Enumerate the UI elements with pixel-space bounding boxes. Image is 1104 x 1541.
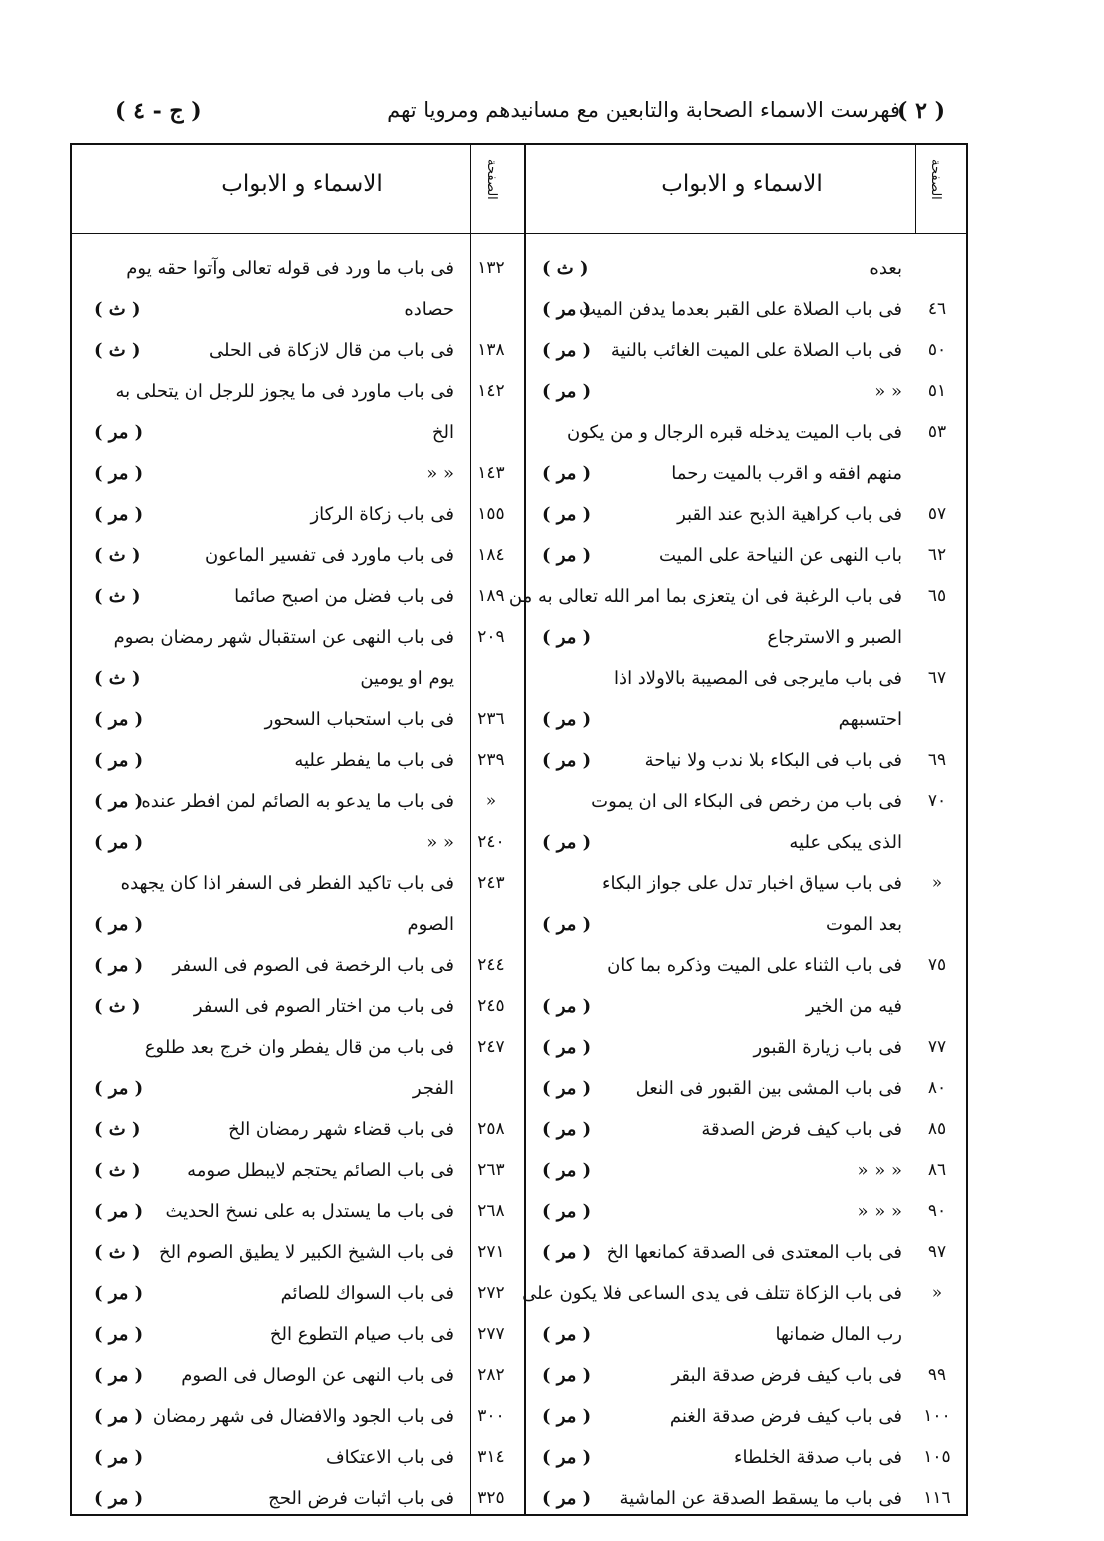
index-entry xyxy=(542,289,962,330)
entry-source-mark: ( مر ) xyxy=(94,1365,144,1386)
entry-title: فی باب كراهية الذبح عند القبر xyxy=(677,504,902,525)
entry-title: فی باب المعتدی فی الصدقة كمانعها الخ xyxy=(606,1242,902,1263)
entry-page-number: ٦٩ xyxy=(927,750,947,770)
entry-title: الصبر و الاسترجاع xyxy=(767,627,902,648)
entry-title: فی باب صدقة الخلطاء xyxy=(734,1447,902,1468)
entry-page-number: ١٤٣ xyxy=(477,463,505,483)
entry-source-mark: ( مر ) xyxy=(542,463,592,484)
entry-title: فی باب من قال يفطر وان خرج بعد طلوع xyxy=(144,1037,454,1058)
entry-title: فی باب استحباب السحور xyxy=(264,709,454,730)
volume-label: ( ج - ٤ ) xyxy=(115,98,202,124)
entry-title: فی باب من رخص فی البكاء الی ان يموت xyxy=(591,791,902,812)
entry-page-number: ٢٥٨ xyxy=(477,1119,505,1139)
entry-title: فی باب الصلاة علی القبر بعدما يدفن الميت xyxy=(578,299,902,320)
entry-title: فيه من الخير xyxy=(806,996,902,1017)
index-entry xyxy=(94,986,516,1027)
entry-title: فی باب ما يسقط الصدقة عن الماشية xyxy=(619,1488,902,1509)
entry-source-mark: ( مر ) xyxy=(542,1201,592,1222)
index-entry xyxy=(94,576,516,617)
entry-page-number: ٧٥ xyxy=(927,955,947,975)
entry-page-number: ٢٤٠ xyxy=(477,832,505,852)
entry-source-mark: ( مر ) xyxy=(94,1078,144,1099)
entry-page-number: ٣٠٠ xyxy=(477,1406,505,1426)
entry-page-number: ٧٧ xyxy=(927,1037,947,1057)
entry-title: فی باب سياق اخبار تدل علی جواز البكاء xyxy=(602,873,902,894)
entry-page-number: ٥٠ xyxy=(927,340,947,360)
header-divider xyxy=(72,233,966,234)
entry-page-number: ٢٧١ xyxy=(477,1242,505,1262)
entry-page-number: ٢٨٢ xyxy=(477,1365,505,1385)
entry-title: فی باب زكاة الركاز xyxy=(310,504,454,525)
index-entry xyxy=(542,986,962,1027)
entry-source-mark: ( ث ) xyxy=(94,668,141,689)
entry-source-mark: ( ث ) xyxy=(94,586,141,607)
entry-source-mark: ( مر ) xyxy=(94,1406,144,1427)
index-entry xyxy=(542,781,962,822)
entry-source-mark: ( مر ) xyxy=(542,1365,592,1386)
entry-source-mark: ( مر ) xyxy=(94,1283,144,1304)
entry-source-mark: ( مر ) xyxy=(542,1324,592,1345)
index-entry xyxy=(542,1109,962,1150)
entry-page-number: ٢٣٩ xyxy=(477,750,505,770)
entry-title: فی باب الزكاة تتلف فی يدی الساعی فلا يكون علی xyxy=(522,1283,902,1304)
entry-page-number: ٢٤٤ xyxy=(477,955,505,975)
index-entry xyxy=(542,904,962,945)
entry-title: الخ xyxy=(431,422,454,443)
entry-title: « « « xyxy=(857,1201,902,1222)
entry-source-mark: ( مر ) xyxy=(94,1488,144,1509)
entry-title: احتسبهم xyxy=(838,709,902,730)
entry-source-mark: ( مر ) xyxy=(542,1242,592,1263)
entry-source-mark: ( مر ) xyxy=(542,832,592,853)
index-entry xyxy=(94,371,516,412)
entry-source-mark: ( ث ) xyxy=(94,1119,141,1140)
entry-page-number: ٢٤٣ xyxy=(477,873,505,893)
entry-title: فی باب كيف فرض صدقة الغنم xyxy=(669,1406,902,1427)
entry-page-number: ٣٢٥ xyxy=(477,1488,505,1508)
entry-page-number: ١٠٠ xyxy=(923,1406,951,1426)
entry-source-mark: ( مر ) xyxy=(94,1447,144,1468)
entry-title: الفجر xyxy=(412,1078,454,1099)
page-column-divider-right xyxy=(915,145,916,233)
entry-title: « « « xyxy=(857,1160,902,1181)
index-entry xyxy=(542,1191,962,1232)
index-entry xyxy=(94,781,516,822)
index-table xyxy=(70,143,968,1516)
entry-source-mark: ( مر ) xyxy=(542,1488,592,1509)
entry-title: فی باب السواك للصائم xyxy=(280,1283,454,1304)
entry-source-mark: ( ث ) xyxy=(94,545,141,566)
entry-title: فی باب ما يدعو به الصائم لمن افطر عنده xyxy=(141,791,454,812)
entry-title: فی باب الجود والافضال فی شهر رمضان xyxy=(152,1406,454,1427)
entry-source-mark: ( ث ) xyxy=(542,258,589,279)
index-entry xyxy=(542,1437,962,1478)
entry-source-mark: ( مر ) xyxy=(542,627,592,648)
index-entry xyxy=(542,863,962,904)
entry-title: فی باب الرخصة فی الصوم فی السفر xyxy=(172,955,454,976)
entry-page-number: ٥٧ xyxy=(927,504,947,524)
entry-page-number: ٨٥ xyxy=(927,1119,947,1139)
entry-title: فی باب الرغبة فی ان يتعزی بما امر الله تعالی به من xyxy=(508,586,902,607)
entry-page-number: ١١٦ xyxy=(923,1488,951,1508)
entry-source-mark: ( مر ) xyxy=(94,422,144,443)
index-entry xyxy=(542,494,962,535)
index-entry xyxy=(542,1314,962,1355)
index-entry xyxy=(542,330,962,371)
entry-title: فی باب تاكيد الفطر فی السفر اذا كان يجهده xyxy=(120,873,454,894)
entry-title: فی باب زيارة القبور xyxy=(753,1037,902,1058)
index-entry xyxy=(542,699,962,740)
index-entry xyxy=(542,1396,962,1437)
index-entry xyxy=(94,1191,516,1232)
index-entry xyxy=(94,1437,516,1478)
entry-title: « « xyxy=(426,463,454,484)
entry-page-number: ٥٣ xyxy=(927,422,947,442)
entry-page-number: ٢٤٥ xyxy=(477,996,505,1016)
index-entry xyxy=(94,822,516,863)
entry-title: بعد الموت xyxy=(826,914,902,935)
entry-page-number: ٢٠٩ xyxy=(477,627,505,647)
entry-title: فی باب اثبات فرض الحج xyxy=(268,1488,454,1509)
entry-source-mark: ( مر ) xyxy=(94,791,144,812)
entry-page-number: ٦٢ xyxy=(927,545,947,565)
entry-source-mark: ( ث ) xyxy=(94,299,141,320)
index-entry xyxy=(94,658,516,699)
index-entry xyxy=(94,412,516,453)
entry-title: فی باب ماورد فی ما يجوز للرجل ان يتحلی به xyxy=(115,381,454,402)
entry-page-number: ١٨٩ xyxy=(477,586,505,606)
entry-title: فی باب من اختار الصوم فی السفر xyxy=(193,996,454,1017)
page-header xyxy=(100,96,960,140)
entry-source-mark: ( ث ) xyxy=(94,340,141,361)
index-entry xyxy=(94,1027,516,1068)
index-entry xyxy=(542,1355,962,1396)
entry-title: فی باب الثناء علی الميت وذكره بما كان xyxy=(607,955,902,976)
index-entry xyxy=(542,1232,962,1273)
entry-title: بعده xyxy=(869,258,902,279)
entry-page-number: ٩٠ xyxy=(927,1201,947,1221)
index-entry xyxy=(94,1273,516,1314)
entry-title: فی باب الاعتكاف xyxy=(325,1447,454,1468)
index-entry xyxy=(542,371,962,412)
entry-source-mark: ( ث ) xyxy=(94,996,141,1017)
index-entry xyxy=(94,1396,516,1437)
index-entry xyxy=(522,1273,962,1314)
index-entry xyxy=(542,1027,962,1068)
index-entry xyxy=(94,535,516,576)
entry-source-mark: ( مر ) xyxy=(94,750,144,771)
entry-title: فی باب مايرجی فی المصيبة بالاولاد اذا xyxy=(614,668,902,689)
names-column-header-right: الاسماء و الابواب xyxy=(661,171,823,197)
entry-source-mark: ( ث ) xyxy=(94,1160,141,1181)
index-entry xyxy=(94,699,516,740)
index-entry xyxy=(542,822,962,863)
index-entry xyxy=(94,289,516,330)
entry-page-number: ١٣٨ xyxy=(477,340,505,360)
entry-source-mark: ( مر ) xyxy=(94,709,144,730)
entry-source-mark: ( مر ) xyxy=(542,1037,592,1058)
index-entry xyxy=(542,617,962,658)
page-column-header-right: الصفحة xyxy=(928,159,943,200)
entry-source-mark: ( مر ) xyxy=(542,996,592,1017)
entry-title: الصوم xyxy=(407,914,454,935)
right-column-entries xyxy=(508,248,962,1519)
index-entry xyxy=(542,412,962,453)
entry-page-number: ١٨٤ xyxy=(477,545,505,565)
entry-title: باب النهی عن النياحة علی الميت xyxy=(658,545,902,566)
entry-page-number: ١٥٥ xyxy=(477,504,505,524)
index-entry xyxy=(94,494,516,535)
entry-source-mark: ( مر ) xyxy=(94,832,144,853)
entry-page-number: ٢٧٢ xyxy=(477,1283,505,1303)
entry-page-number: ٢٦٣ xyxy=(477,1160,505,1180)
entry-source-mark: ( مر ) xyxy=(542,299,592,320)
entry-title: فی باب الصلاة علی الميت الغائب بالنية xyxy=(610,340,902,361)
index-entry xyxy=(94,945,516,986)
entry-title: « « xyxy=(874,381,902,402)
entry-source-mark: ( مر ) xyxy=(542,750,592,771)
entry-page-number: ٦٧ xyxy=(927,668,947,688)
entry-title: فی باب المشی بين القبور فی النعل xyxy=(635,1078,902,1099)
entry-page-number: ١٤٢ xyxy=(477,381,505,401)
entry-page-number: ٦٥ xyxy=(927,586,947,606)
index-entry xyxy=(542,740,962,781)
entry-page-number: ٣١٤ xyxy=(477,1447,505,1467)
entry-page-number: ١٣٢ xyxy=(477,258,505,278)
entry-source-mark: ( مر ) xyxy=(542,914,592,935)
entry-title: فی باب ما يفطر عليه xyxy=(294,750,454,771)
entry-source-mark: ( مر ) xyxy=(542,709,592,730)
entry-title: رب المال ضمانها xyxy=(775,1324,902,1345)
index-entry xyxy=(94,1109,516,1150)
entry-page-number: « xyxy=(931,1283,943,1303)
entry-page-number: ٢٦٨ xyxy=(477,1201,505,1221)
entry-title: فی باب كيف فرض صدقة البقر xyxy=(671,1365,902,1386)
entry-title: فی باب فضل من اصبح صائما xyxy=(234,586,454,607)
index-entry xyxy=(542,1150,962,1191)
entry-source-mark: ( مر ) xyxy=(542,1078,592,1099)
index-entry xyxy=(542,1068,962,1109)
index-entry xyxy=(94,904,516,945)
entry-source-mark: ( مر ) xyxy=(542,1160,592,1181)
entry-page-number: ٢٣٦ xyxy=(477,709,505,729)
index-entry xyxy=(94,863,516,904)
entry-title: فی باب من قال لازكاة فی الحلی xyxy=(208,340,454,361)
entry-title: فی باب ماورد فی تفسير الماعون xyxy=(205,545,454,566)
entry-source-mark: ( مر ) xyxy=(94,914,144,935)
index-entry xyxy=(542,453,962,494)
index-entry xyxy=(542,945,962,986)
entry-source-mark: ( مر ) xyxy=(542,340,592,361)
entry-title: فی باب الميت يدخله قبره الرجال و من يكون xyxy=(566,422,902,443)
entry-page-number: ٧٠ xyxy=(927,791,947,811)
entry-page-number: ٢٤٧ xyxy=(477,1037,505,1057)
index-entry xyxy=(94,1068,516,1109)
entry-source-mark: ( مر ) xyxy=(542,1119,592,1140)
entry-title: يوم او يومين xyxy=(360,668,454,689)
index-entry xyxy=(94,1232,516,1273)
entry-title: فی باب ما ورد فی قوله تعالی وآتوا حقه يوم xyxy=(126,258,454,279)
index-entry xyxy=(94,740,516,781)
entry-page-number: ٥١ xyxy=(927,381,947,401)
entry-source-mark: ( مر ) xyxy=(542,1447,592,1468)
entry-title: فی باب فی البكاء بلا ندب ولا نياحة xyxy=(644,750,902,771)
entry-title: منهم افقه و اقرب بالميت رحما xyxy=(671,463,902,484)
entry-source-mark: ( مر ) xyxy=(542,381,592,402)
entry-source-mark: ( مر ) xyxy=(542,1406,592,1427)
entry-page-number: ٩٩ xyxy=(927,1365,947,1385)
entry-source-mark: ( مر ) xyxy=(94,1324,144,1345)
index-entry xyxy=(94,1314,516,1355)
entry-page-number: « xyxy=(485,791,497,811)
entry-title: الذی يبكی عليه xyxy=(789,832,902,853)
entry-title: حصاده xyxy=(404,299,454,320)
entry-page-number: ٤٦ xyxy=(927,299,947,319)
page-column-header-left: الصفحة xyxy=(484,159,499,200)
index-entry xyxy=(542,658,962,699)
index-entry xyxy=(94,1150,516,1191)
entry-page-number: ٨٠ xyxy=(927,1078,947,1098)
entry-source-mark: ( مر ) xyxy=(94,1201,144,1222)
index-entry xyxy=(542,248,962,289)
entry-title: فی باب النهی عن استقبال شهر رمضان بصوم xyxy=(113,627,454,648)
index-entry xyxy=(94,330,516,371)
entry-page-number: ٢٧٧ xyxy=(477,1324,505,1344)
index-entry xyxy=(542,535,962,576)
index-entry xyxy=(94,1355,516,1396)
entry-source-mark: ( ث ) xyxy=(94,1242,141,1263)
index-entry xyxy=(94,453,516,494)
entry-page-number: ١٠٥ xyxy=(923,1447,951,1467)
entry-title: فی باب قضاء شهر رمضان الخ xyxy=(228,1119,454,1140)
index-entry xyxy=(94,248,516,289)
index-entry xyxy=(542,1478,962,1519)
page-number: ( ۲ ) xyxy=(897,98,945,124)
entry-title: فی باب ما يستدل به علی نسخ الحديث xyxy=(165,1201,454,1222)
entry-page-number: « xyxy=(931,873,943,893)
entry-source-mark: ( مر ) xyxy=(94,504,144,525)
entry-source-mark: ( مر ) xyxy=(94,955,144,976)
left-column-entries xyxy=(94,248,516,1519)
page-title: فهرست الاسماء الصحابة والتابعين مع مسانيدهم ومرويا تهم xyxy=(387,98,900,122)
entry-title: فی باب الصائم يحتجم لايبطل صومه xyxy=(187,1160,454,1181)
entry-title: فی باب كيف فرض الصدقة xyxy=(701,1119,902,1140)
entry-page-number: ٨٦ xyxy=(927,1160,947,1180)
entry-title: فی باب النهی عن الوصال فی الصوم xyxy=(181,1365,454,1386)
entry-title: « « xyxy=(426,832,454,853)
entry-title: فی باب الشيخ الكبير لا يطيق الصوم الخ xyxy=(158,1242,454,1263)
entry-source-mark: ( مر ) xyxy=(542,545,592,566)
index-entry xyxy=(94,1478,516,1519)
entry-page-number: ٩٧ xyxy=(927,1242,947,1262)
index-entry xyxy=(508,576,962,617)
entry-title: فی باب صيام التطوع الخ xyxy=(269,1324,454,1345)
names-column-header-left: الاسماء و الابواب xyxy=(221,171,383,197)
entry-source-mark: ( مر ) xyxy=(542,504,592,525)
index-entry xyxy=(94,617,516,658)
entry-source-mark: ( مر ) xyxy=(94,463,144,484)
